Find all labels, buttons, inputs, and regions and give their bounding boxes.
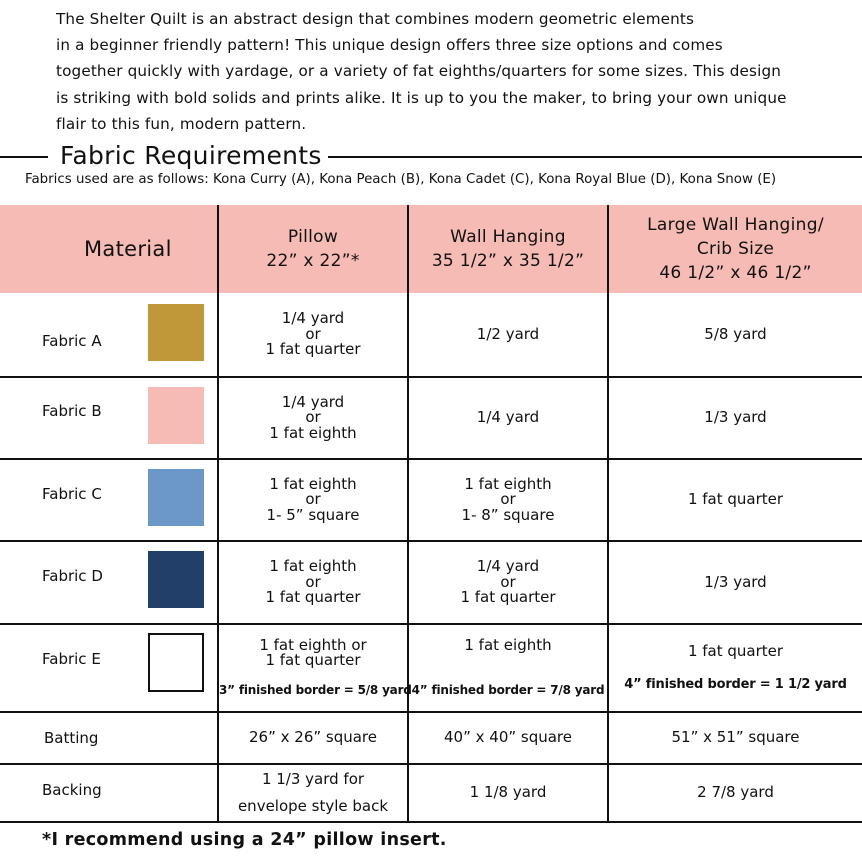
- cell-line: or: [305, 408, 321, 427]
- cell-line: 1 fat eighth: [269, 557, 357, 576]
- cell-line: 1/2 yard: [476, 324, 540, 343]
- material-cell: [0, 541, 218, 624]
- pillow-cell: [218, 459, 408, 541]
- fabric-a-swatch: [148, 304, 204, 361]
- cell-line: 1/4 yard: [281, 392, 345, 411]
- intro-line: in a beginner friendly pattern! This unique design offers three size options and comes: [56, 36, 723, 55]
- table-row: [0, 624, 862, 712]
- fabric-e-swatch: [148, 633, 204, 692]
- material-cell: [0, 459, 218, 541]
- large-wall-hanging-cell: [608, 293, 862, 377]
- table-row: [0, 377, 862, 459]
- header-line: Pillow: [287, 227, 339, 247]
- table-row: [0, 712, 862, 764]
- heading-rule-left: [0, 156, 48, 158]
- material-label: Batting: [44, 729, 99, 747]
- header-line: Wall Hanging: [450, 227, 566, 247]
- cell-line: 51” x 51” square: [671, 728, 800, 747]
- header-line: 35 1/2” x 35 1/2”: [431, 251, 585, 271]
- header-line: Large Wall Hanging/: [647, 215, 824, 235]
- material-label: Fabric B: [42, 402, 102, 420]
- wall-hanging-cell: [408, 377, 608, 459]
- cell-line: 1 fat quarter: [265, 588, 361, 607]
- wall-hanging-cell: [408, 624, 608, 712]
- table-header-row: [0, 205, 862, 293]
- wall-hanging-cell: [408, 764, 608, 822]
- cell-line: 1- 8” square: [461, 505, 555, 524]
- cell-line: 1/3 yard: [704, 408, 767, 427]
- wall-hanging-cell: [408, 712, 608, 764]
- cell-line: 2 7/8 yard: [697, 783, 774, 802]
- large-wall-hanging-cell: [608, 764, 862, 822]
- cell-line: 1 fat eighth or: [259, 635, 367, 654]
- material-cell: [0, 764, 218, 822]
- section-heading: [0, 140, 862, 174]
- header-material: Material: [0, 205, 218, 293]
- fabric-requirements-table: [0, 205, 862, 823]
- fabric-c-swatch: [148, 469, 204, 526]
- material-cell: [0, 293, 218, 377]
- large-wall-hanging-cell: [608, 377, 862, 459]
- large-wall-hanging-cell: [608, 459, 862, 541]
- pillow-cell: [218, 712, 408, 764]
- fabrics-used-note: Fabrics used are as follows: Kona Curry (A), Kona Peach (B), Kona Cadet (C), Kona Royal Blue (D), Kona Snow (E): [25, 172, 777, 187]
- cell-line: envelope style back: [237, 797, 389, 815]
- intro-paragraph: [56, 6, 846, 137]
- cell-line: 1 fat eighth: [464, 474, 552, 493]
- cell-line: 1 fat eighth: [269, 423, 357, 442]
- wall-hanging-cell: [408, 541, 608, 624]
- header-line: 22” x 22”*: [266, 251, 360, 271]
- pillow-cell: [218, 764, 408, 822]
- fabric-b-swatch: [148, 387, 204, 444]
- border-note: 3” finished border = 5/8 yard: [219, 682, 412, 697]
- pillow-cell: [218, 541, 408, 624]
- intro-line: is striking with bold solids and prints alike. It is up to you the maker, to bring your own unique: [56, 88, 787, 107]
- header-large-wall-hanging: [608, 205, 862, 293]
- cell-line: or: [305, 324, 321, 343]
- header-line: Crib Size: [696, 239, 775, 259]
- pillow-cell: [218, 293, 408, 377]
- wall-hanging-cell: [408, 459, 608, 541]
- cell-line: 1 fat quarter: [687, 490, 784, 509]
- cell-line: 1 fat quarter: [265, 340, 361, 359]
- cell-line: 40” x 40” square: [444, 728, 572, 747]
- header-wall-hanging: [408, 205, 608, 293]
- material-label: Backing: [42, 781, 102, 799]
- cell-line: or: [305, 490, 321, 509]
- cell-line: or: [500, 572, 516, 591]
- cell-line: 1 fat quarter: [265, 651, 361, 670]
- cell-line: 1/3 yard: [704, 572, 767, 591]
- table-row: [0, 459, 862, 541]
- material-label: Fabric E: [42, 650, 101, 668]
- cell-line: 1/4 yard: [476, 408, 540, 427]
- material-cell: [0, 624, 218, 712]
- material-label: Fabric C: [42, 485, 102, 503]
- cell-line: 1 1/8 yard: [469, 783, 547, 802]
- cell-line: 1 fat quarter: [687, 641, 784, 660]
- large-wall-hanging-cell: [608, 712, 862, 764]
- large-wall-hanging-cell: [608, 624, 862, 712]
- border-note: 4” finished border = 1 1/2 yard: [624, 677, 847, 692]
- intro-line: flair to this fun, modern pattern.: [56, 114, 307, 133]
- header-line: 46 1/2” x 46 1/2”: [659, 263, 812, 283]
- pillow-cell: [218, 624, 412, 712]
- cell-line: 1/4 yard: [281, 309, 345, 328]
- table-row: [0, 764, 862, 822]
- cell-line: 1 fat eighth: [269, 474, 357, 493]
- border-note: 4” finished border = 7/8 yard: [411, 683, 605, 697]
- cell-line: or: [500, 490, 516, 509]
- intro-line: together quickly with yardage, or a variety of fat eighths/quarters for some sizes. This design: [56, 62, 782, 81]
- fabric-d-swatch: [148, 551, 204, 608]
- cell-line: 1 fat quarter: [460, 588, 556, 607]
- material-cell: [0, 377, 218, 459]
- material-label: Fabric A: [42, 332, 102, 350]
- material-label: Fabric D: [42, 567, 103, 585]
- pillow-cell: [218, 377, 408, 459]
- material-cell: [0, 712, 218, 764]
- cell-line: 1 fat eighth: [464, 635, 552, 654]
- heading-rule-right: [328, 156, 862, 158]
- cell-line: 26” x 26” square: [249, 728, 377, 747]
- wall-hanging-cell: [408, 293, 608, 377]
- cell-line: 5/8 yard: [704, 324, 767, 343]
- intro-line: The Shelter Quilt is an abstract design that combines modern geometric elements: [56, 10, 695, 28]
- cell-line: or: [305, 572, 321, 591]
- section-title: Fabric Requirements: [60, 141, 322, 170]
- cell-line: 1/4 yard: [476, 557, 540, 576]
- cell-line: 1 1/3 yard for: [261, 770, 365, 788]
- table-row: [0, 293, 862, 377]
- cell-line: 1- 5” square: [266, 505, 360, 524]
- large-wall-hanging-cell: [608, 541, 862, 624]
- table-row: [0, 541, 862, 624]
- footnote: *I recommend using a 24” pillow insert.: [42, 830, 447, 850]
- header-pillow: [218, 205, 408, 293]
